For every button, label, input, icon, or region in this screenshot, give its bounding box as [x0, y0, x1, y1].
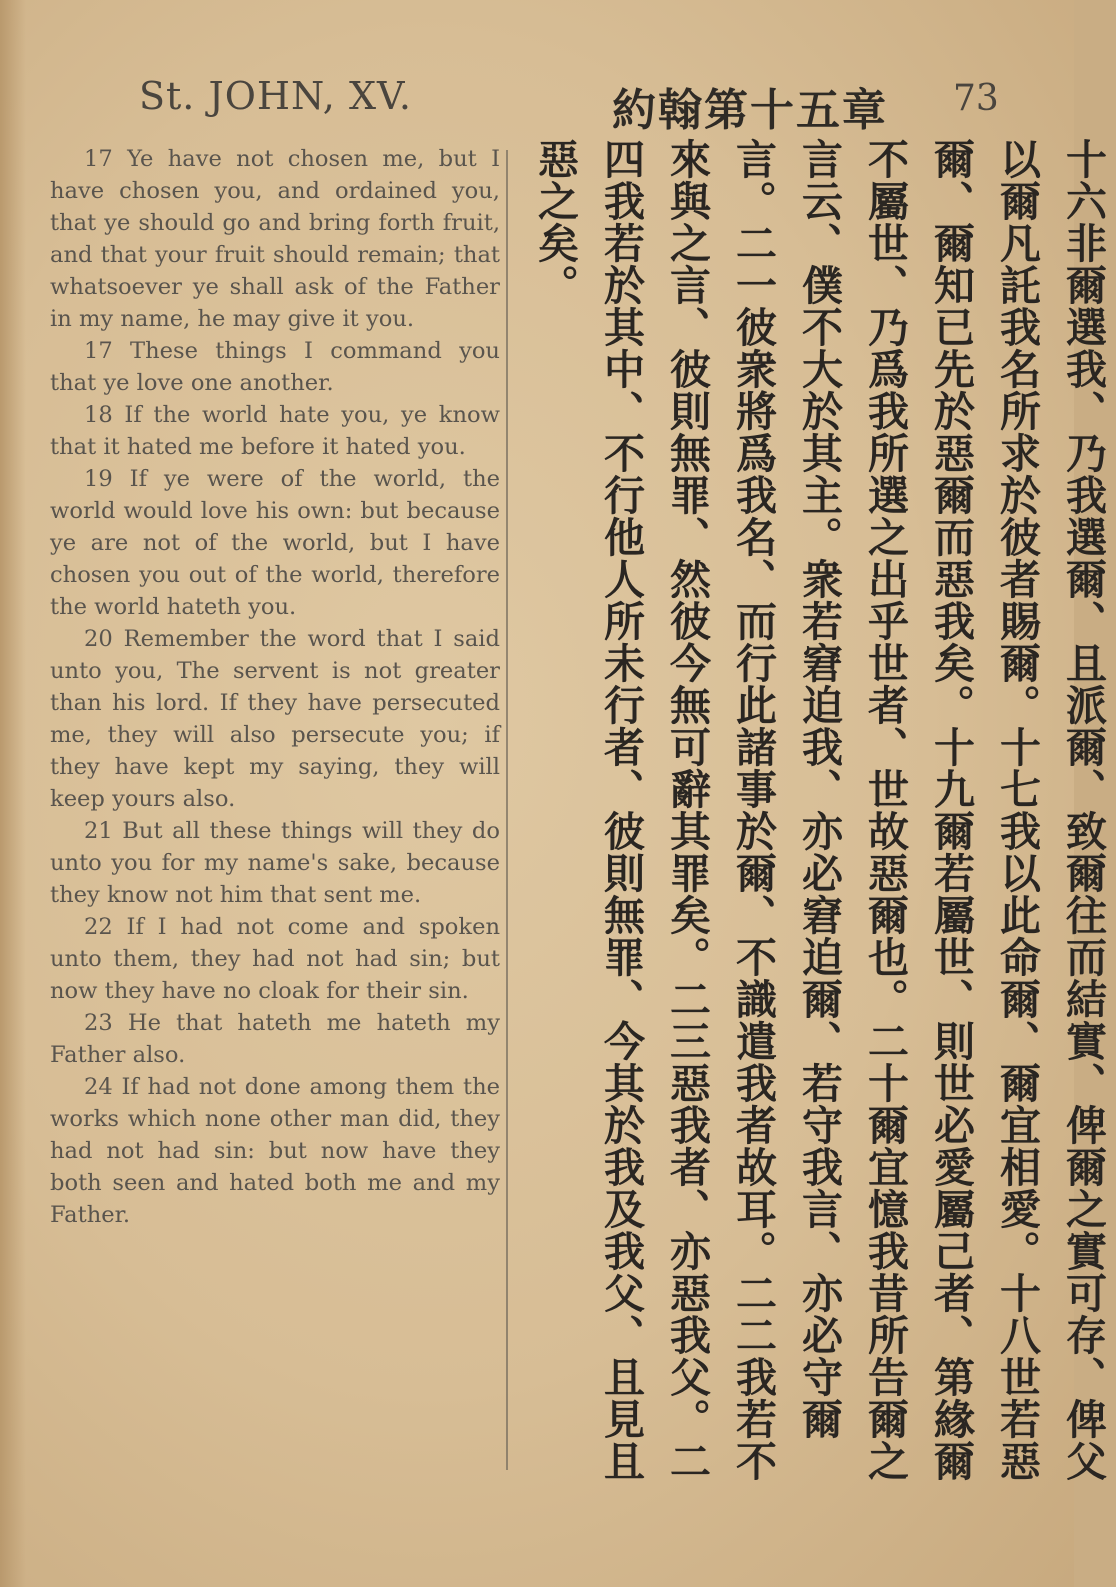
chinese-text-column [522, 138, 1107, 1490]
verse-16: 17 Ye have not chosen me, but I have chosen you, and ordained you, that ye should go and bring forth fruit, and that your fruit should remain; that whatsoever ye shall ask of the Father in my name, he may give it you. [50, 146, 500, 332]
page-number: 73 [953, 78, 999, 119]
english-running-header: St. JOHN, XV. [139, 74, 412, 118]
verse-20: 20 Remember the word that I said unto you, The servent is not greater than his lord. If they have persecuted me, they will also persecute you; if they have kept my saying, they will keep yours also. [50, 626, 500, 812]
verse-21: 21 But all these things will they do unto you for my name's sake, because they know not him that sent me. [50, 818, 500, 908]
verse-24: 24 If had not done among them the works which none other man did, they had not had sin: but now have they both seen and hated both me and my Father. [50, 1074, 500, 1228]
verse-19: 19 If ye were of the world, the world would love his own: but because ye are not of the world, but I have chosen you out of the world, therefore the world hateth you. [50, 466, 500, 620]
chinese-running-header: 約翰第十五章 [612, 85, 888, 136]
chinese-vertical-text: 十六非爾選我、乃我選爾、且派爾、致爾往而結實、俾爾之實可存、俾父以爾凡託我名所求於彼者賜爾。十七我以此命爾、爾宜相愛。十八世若惡爾、爾知已先於惡爾而惡我矣。十九爾若屬世、則世必愛屬己者、第緣爾不屬世、乃爲我所選之出乎世者、世故惡爾也。二十爾宜憶我昔所告爾之言云、僕不大於其主。衆若窘迫我、亦必窘迫爾、若守我言、亦必守爾言。二一彼衆將爲我名、而行此諸事於爾、不識遣我者故耳。二二我若不來與之言、彼則無罪、然彼今無可辭其罪矣。二三惡我者、亦惡我父。二四我若於其中、不行他人所未行者、彼則無罪、今其於我及我父、且見且惡之矣。 [531, 138, 1107, 1482]
verse-22: 22 If I had not come and spoken unto them, they had not had sin; but now they have no cloak for their sin. [50, 914, 500, 1004]
verse-18: 18 If the world hate you, ye know that it hated me before it hated you. [50, 402, 500, 460]
verse-17: 17 These things I command you that ye love one another. [50, 338, 500, 396]
page-edge-shadow [0, 0, 26, 1587]
verse-23: 23 He that hateth me hateth my Father also. [50, 1010, 500, 1068]
english-text-column [50, 143, 500, 1231]
column-divider [506, 150, 508, 1470]
